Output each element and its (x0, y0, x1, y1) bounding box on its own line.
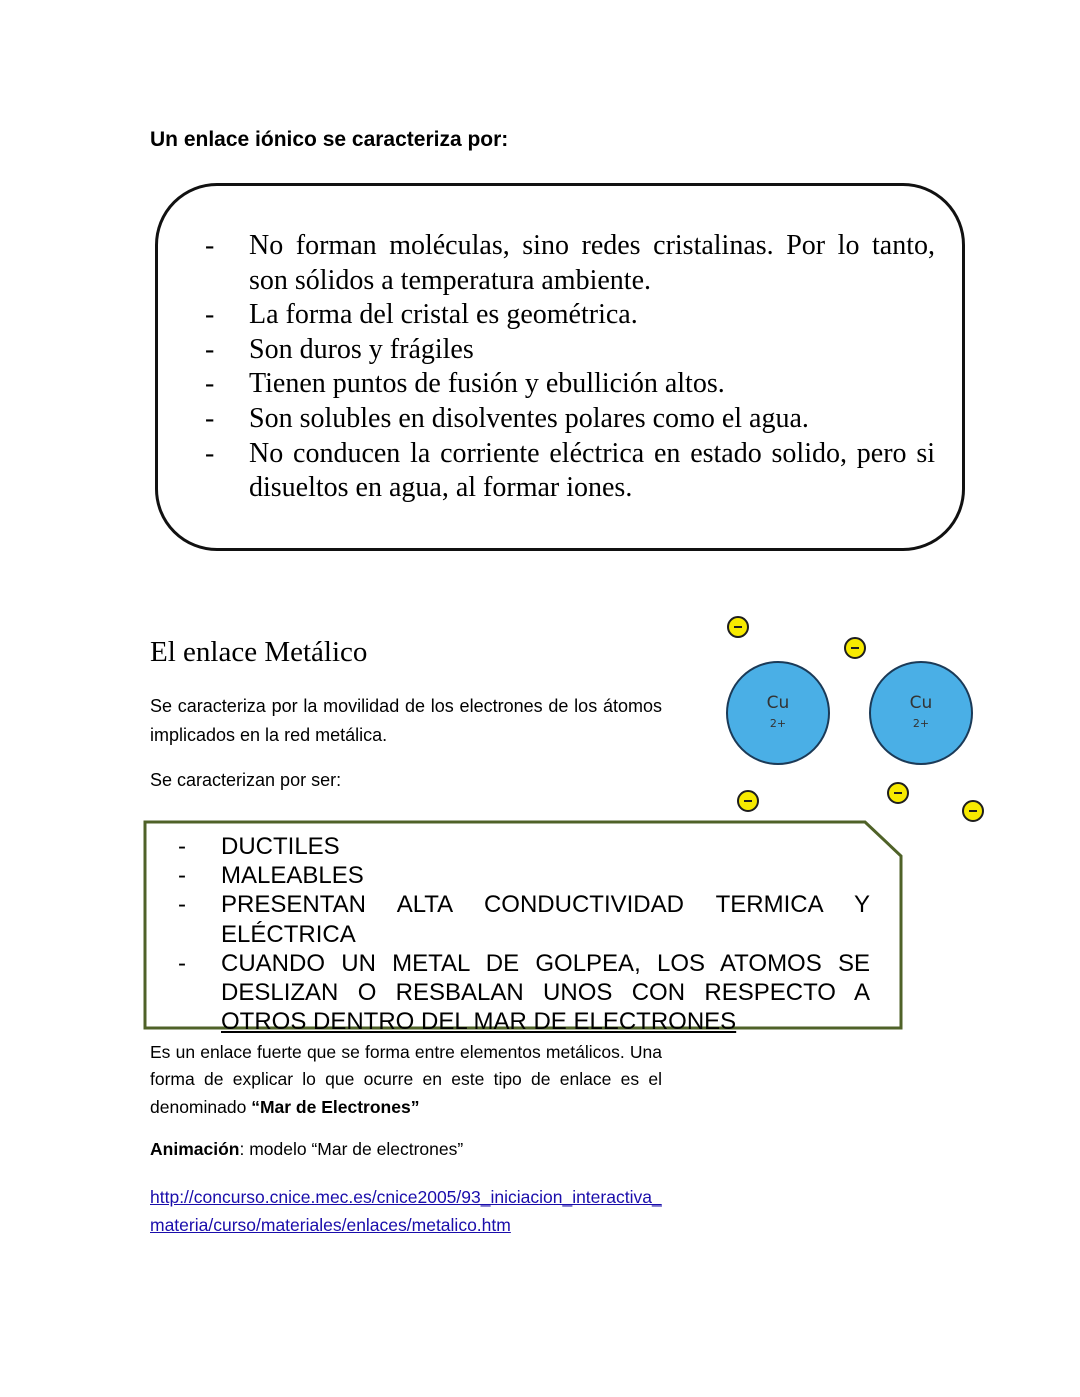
list-item (205, 229, 935, 298)
electron-icon (962, 800, 984, 822)
list-item (205, 298, 935, 333)
animation-text: : modelo “Mar de electrones” (239, 1139, 464, 1159)
bullet-dash: - (205, 230, 215, 261)
atom-charge: 2+ (912, 717, 930, 730)
bullet-dash: - (178, 862, 186, 890)
metallic-properties-list (178, 832, 870, 1036)
metallic-description: Se caracteriza por la movilidad de los electrones de los átomos implicados en la red metálica. (150, 696, 662, 745)
bullet-dash: - (178, 833, 186, 860)
strong-bond-sentence: Es un enlace fuerte que se forma entre elementos metálicos. Una forma de explicar lo que ocurre en este tipo de enlace es el denominado (150, 1042, 662, 1117)
bullet-dash: - (205, 333, 215, 365)
ionic-properties-list (205, 229, 935, 506)
list-item (178, 1007, 870, 1036)
copper-ion (726, 661, 830, 765)
list-item (205, 367, 935, 402)
bullet-dash: - (205, 368, 215, 400)
metallic-subheading: Se caracterizan por ser: (150, 770, 342, 790)
electron-icon (887, 782, 909, 804)
metallic-strong-bond-text (150, 1039, 662, 1121)
list-item-text: No conducen la corriente eléctrica en estado solido, pero si disueltos en agua, al formar iones. (249, 437, 935, 504)
ionic-heading: Un enlace iónico se caracteriza por: (150, 128, 509, 151)
bullet-dash: - (205, 402, 215, 434)
bullet-dash: - (178, 891, 186, 919)
list-item-text: Son solubles en disolventes polares como el agua. (249, 402, 809, 434)
list-item (205, 402, 935, 437)
animation-label: Animación (150, 1139, 240, 1159)
copper-ion (869, 661, 973, 765)
list-item-text: No forman moléculas, sino redes cristalinas. Por lo tanto, son sólidos a temperatura ambiente. (249, 230, 935, 296)
list-item-text: MALEABLES (221, 862, 364, 890)
list-item-text: Son duros y frágiles (249, 333, 474, 365)
atom-charge: 2+ (769, 717, 787, 730)
atom-symbol: Cu (909, 693, 933, 713)
list-item (205, 333, 935, 368)
list-item (205, 437, 935, 506)
electron-icon (727, 616, 749, 638)
bullet-dash: - (205, 299, 215, 331)
metallic-bond-title: El enlace Metálico (150, 636, 368, 668)
list-item-text: PRESENTAN ALTA CONDUCTIVIDAD TERMICA Y ELÉCTRICA (221, 891, 870, 948)
electron-icon (844, 637, 866, 659)
list-item (178, 890, 870, 948)
list-item-text: DUCTILES (221, 833, 340, 860)
bullet-dash: - (178, 949, 186, 977)
list-item (178, 949, 870, 1007)
electron-icon (737, 790, 759, 812)
atom-symbol: Cu (766, 693, 790, 713)
list-item-text: Tienen puntos de fusión y ebullición altos. (249, 368, 725, 400)
animation-line (150, 1139, 463, 1160)
electron-sea-term: “Mar de Electrones” (251, 1096, 420, 1117)
list-item-overflow-text: OTROS DENTRO DEL MAR DE ELECTRONES (221, 1008, 737, 1036)
list-item-text: CUANDO UN METAL DE GOLPEA, LOS ATOMOS SE DESLIZAN O RESBALAN UNOS CON RESPECTO A (221, 949, 870, 1007)
list-item (178, 832, 870, 861)
bullet-dash: - (205, 437, 215, 469)
list-item-text: La forma del cristal es geométrica. (249, 299, 638, 331)
animation-link[interactable]: http://concurso.cnice.mec.es/cnice2005/93_iniciacion_interactiva_materia/curso/materiales/enlaces/metalico.htm (150, 1187, 662, 1235)
list-item (178, 861, 870, 890)
